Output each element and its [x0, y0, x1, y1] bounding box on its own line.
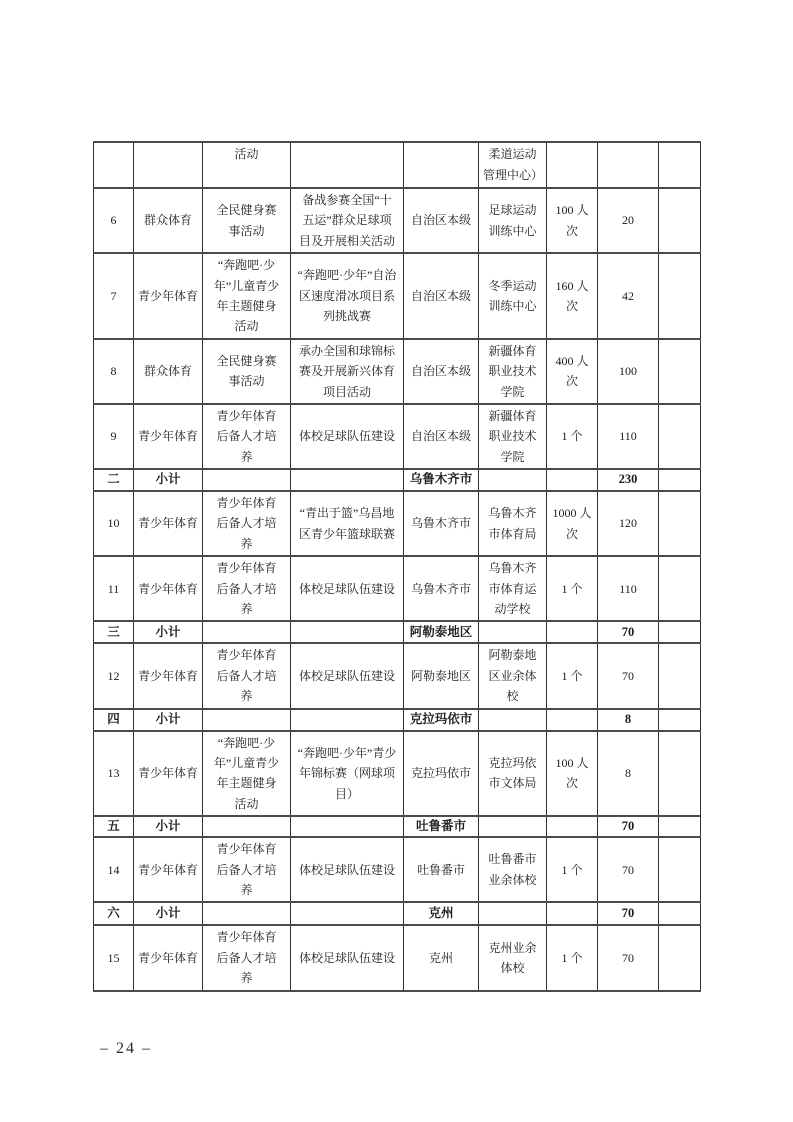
cell-category: 青少年体育	[134, 253, 203, 339]
cell-category: 小计	[134, 469, 203, 491]
table-row	[94, 643, 701, 708]
cell-amount: 42	[598, 253, 659, 339]
cell-blank	[659, 925, 701, 990]
cell-amount: 70	[598, 643, 659, 708]
cell-unit: 乌鲁木齐市体育局	[479, 491, 547, 556]
cell-unit: 足球运动训练中心	[479, 188, 547, 253]
cell-amount: 70	[598, 816, 659, 837]
cell-activity: “奔跑吧·少年”青少年锦标赛（网球项目）	[291, 731, 404, 817]
cell-category: 青少年体育	[134, 925, 203, 990]
cell-blank	[659, 469, 701, 491]
cell-num: 三	[94, 621, 134, 643]
cell-activity: 体校足球队伍建设	[291, 556, 404, 621]
cell-num: 14	[94, 837, 134, 902]
cell-activity: 承办全国和球锦标赛及开展新兴体育项目活动	[291, 339, 404, 404]
table-row	[94, 404, 701, 469]
cell-project: 青少年体育后备人才培养	[203, 837, 291, 902]
table-row	[94, 925, 701, 990]
cell-activity	[291, 142, 404, 188]
cell-region: 乌鲁木齐市	[404, 469, 479, 491]
cell-region: 自治区本级	[404, 404, 479, 469]
cell-unit: 吐鲁番市业余体校	[479, 837, 547, 902]
cell-quantity: 1000 人次	[547, 491, 598, 556]
cell-region: 乌鲁木齐市	[404, 556, 479, 621]
cell-quantity: 1 个	[547, 643, 598, 708]
cell-project: 青少年体育后备人才培养	[203, 556, 291, 621]
cell-region: 自治区本级	[404, 253, 479, 339]
cell-unit	[479, 621, 547, 643]
cell-unit: 乌鲁木齐市体育运动学校	[479, 556, 547, 621]
cell-project	[203, 816, 291, 837]
cell-quantity: 160 人次	[547, 253, 598, 339]
cell-activity	[291, 469, 404, 491]
cell-activity: 体校足球队伍建设	[291, 837, 404, 902]
cell-category: 小计	[134, 902, 203, 925]
subtotal-row	[94, 621, 701, 643]
cell-quantity: 1 个	[547, 837, 598, 902]
cell-category: 青少年体育	[134, 404, 203, 469]
cell-unit	[479, 902, 547, 925]
cell-project	[203, 902, 291, 925]
cell-blank	[659, 816, 701, 837]
cell-project: “奔跑吧·少年”儿童青少年主题健身活动	[203, 731, 291, 817]
cell-amount: 100	[598, 339, 659, 404]
table-row	[94, 556, 701, 621]
cell-amount: 8	[598, 731, 659, 817]
table-row	[94, 731, 701, 817]
cell-project	[203, 621, 291, 643]
cell-blank	[659, 709, 701, 731]
cell-unit	[479, 816, 547, 837]
cell-project: 全民健身赛事活动	[203, 188, 291, 253]
cell-category	[134, 142, 203, 188]
cell-amount: 70	[598, 621, 659, 643]
cell-region: 自治区本级	[404, 339, 479, 404]
cell-activity: 体校足球队伍建设	[291, 643, 404, 708]
cell-blank	[659, 731, 701, 817]
cell-num: 六	[94, 902, 134, 925]
cell-project: 青少年体育后备人才培养	[203, 404, 291, 469]
cell-project: 活动	[203, 142, 291, 188]
cell-project: 全民健身赛事活动	[203, 339, 291, 404]
subtotal-row	[94, 902, 701, 925]
table-row	[94, 491, 701, 556]
table-row	[94, 142, 701, 188]
cell-unit: 克拉玛依市文体局	[479, 731, 547, 817]
cell-activity	[291, 816, 404, 837]
cell-num: 6	[94, 188, 134, 253]
cell-activity: “奔跑吧·少年”自治区速度滑冰项目系列挑战赛	[291, 253, 404, 339]
cell-amount: 20	[598, 188, 659, 253]
cell-blank	[659, 621, 701, 643]
cell-amount: 8	[598, 709, 659, 731]
cell-blank	[659, 404, 701, 469]
cell-quantity	[547, 621, 598, 643]
cell-num: 10	[94, 491, 134, 556]
cell-quantity: 400 人次	[547, 339, 598, 404]
cell-blank	[659, 643, 701, 708]
cell-region: 克拉玛依市	[404, 709, 479, 731]
table-row	[94, 339, 701, 404]
cell-activity	[291, 709, 404, 731]
cell-quantity	[547, 142, 598, 188]
cell-activity: 体校足球队伍建设	[291, 404, 404, 469]
cell-amount: 120	[598, 491, 659, 556]
cell-region	[404, 142, 479, 188]
cell-amount: 230	[598, 469, 659, 491]
cell-amount: 110	[598, 404, 659, 469]
table-row	[94, 188, 701, 253]
cell-num: 8	[94, 339, 134, 404]
cell-quantity	[547, 902, 598, 925]
cell-blank	[659, 491, 701, 556]
cell-project: 青少年体育后备人才培养	[203, 643, 291, 708]
cell-project: 青少年体育后备人才培养	[203, 925, 291, 990]
cell-category: 小计	[134, 621, 203, 643]
cell-region: 自治区本级	[404, 188, 479, 253]
table-row	[94, 253, 701, 339]
cell-num: 15	[94, 925, 134, 990]
cell-amount	[598, 142, 659, 188]
cell-num	[94, 142, 134, 188]
subtotal-row	[94, 816, 701, 837]
cell-num: 五	[94, 816, 134, 837]
cell-region: 克州	[404, 925, 479, 990]
subtotal-row	[94, 709, 701, 731]
cell-activity: “青出于篮”乌昌地区青少年篮球联赛	[291, 491, 404, 556]
cell-activity: 体校足球队伍建设	[291, 925, 404, 990]
cell-quantity	[547, 469, 598, 491]
cell-category: 青少年体育	[134, 556, 203, 621]
cell-blank	[659, 902, 701, 925]
cell-num: 11	[94, 556, 134, 621]
cell-region: 克州	[404, 902, 479, 925]
cell-unit: 新疆体育职业技术学院	[479, 404, 547, 469]
cell-unit: 克州业余体校	[479, 925, 547, 990]
cell-category: 青少年体育	[134, 837, 203, 902]
cell-unit: 冬季运动训练中心	[479, 253, 547, 339]
table-row	[94, 837, 701, 902]
cell-project: “奔跑吧·少年”儿童青少年主题健身活动	[203, 253, 291, 339]
cell-amount: 70	[598, 902, 659, 925]
cell-category: 群众体育	[134, 339, 203, 404]
cell-region: 乌鲁木齐市	[404, 491, 479, 556]
cell-num: 13	[94, 731, 134, 817]
cell-quantity: 1 个	[547, 556, 598, 621]
cell-category: 青少年体育	[134, 643, 203, 708]
page-number: – 24 –	[100, 1040, 152, 1057]
cell-region: 阿勒泰地区	[404, 621, 479, 643]
cell-unit	[479, 709, 547, 731]
cell-category: 小计	[134, 816, 203, 837]
cell-blank	[659, 142, 701, 188]
cell-region: 吐鲁番市	[404, 816, 479, 837]
cell-category: 青少年体育	[134, 491, 203, 556]
cell-region: 吐鲁番市	[404, 837, 479, 902]
cell-quantity	[547, 709, 598, 731]
cell-unit: 阿勒泰地区业余体校	[479, 643, 547, 708]
cell-category: 群众体育	[134, 188, 203, 253]
cell-unit: 新疆体育职业技术学院	[479, 339, 547, 404]
table-body	[94, 142, 701, 991]
cell-amount: 110	[598, 556, 659, 621]
cell-blank	[659, 339, 701, 404]
cell-blank	[659, 188, 701, 253]
cell-num: 12	[94, 643, 134, 708]
cell-amount: 70	[598, 837, 659, 902]
cell-project	[203, 709, 291, 731]
cell-blank	[659, 556, 701, 621]
cell-category: 青少年体育	[134, 731, 203, 817]
cell-blank	[659, 253, 701, 339]
cell-activity	[291, 621, 404, 643]
cell-num: 二	[94, 469, 134, 491]
cell-quantity: 100 人次	[547, 188, 598, 253]
cell-blank	[659, 837, 701, 902]
cell-quantity: 100 人次	[547, 731, 598, 817]
subtotal-row	[94, 469, 701, 491]
cell-unit: 柔道运动管理中心）	[479, 142, 547, 188]
cell-quantity: 1 个	[547, 404, 598, 469]
cell-region: 阿勒泰地区	[404, 643, 479, 708]
cell-category: 小计	[134, 709, 203, 731]
cell-activity: 备战参赛全国“十五运”群众足球项目及开展相关活动	[291, 188, 404, 253]
cell-activity	[291, 902, 404, 925]
cell-quantity: 1 个	[547, 925, 598, 990]
cell-num: 9	[94, 404, 134, 469]
cell-region: 克拉玛依市	[404, 731, 479, 817]
cell-num: 四	[94, 709, 134, 731]
cell-num: 7	[94, 253, 134, 339]
cell-project	[203, 469, 291, 491]
budget-table	[93, 141, 701, 992]
cell-project: 青少年体育后备人才培养	[203, 491, 291, 556]
cell-unit	[479, 469, 547, 491]
cell-quantity	[547, 816, 598, 837]
cell-amount: 70	[598, 925, 659, 990]
